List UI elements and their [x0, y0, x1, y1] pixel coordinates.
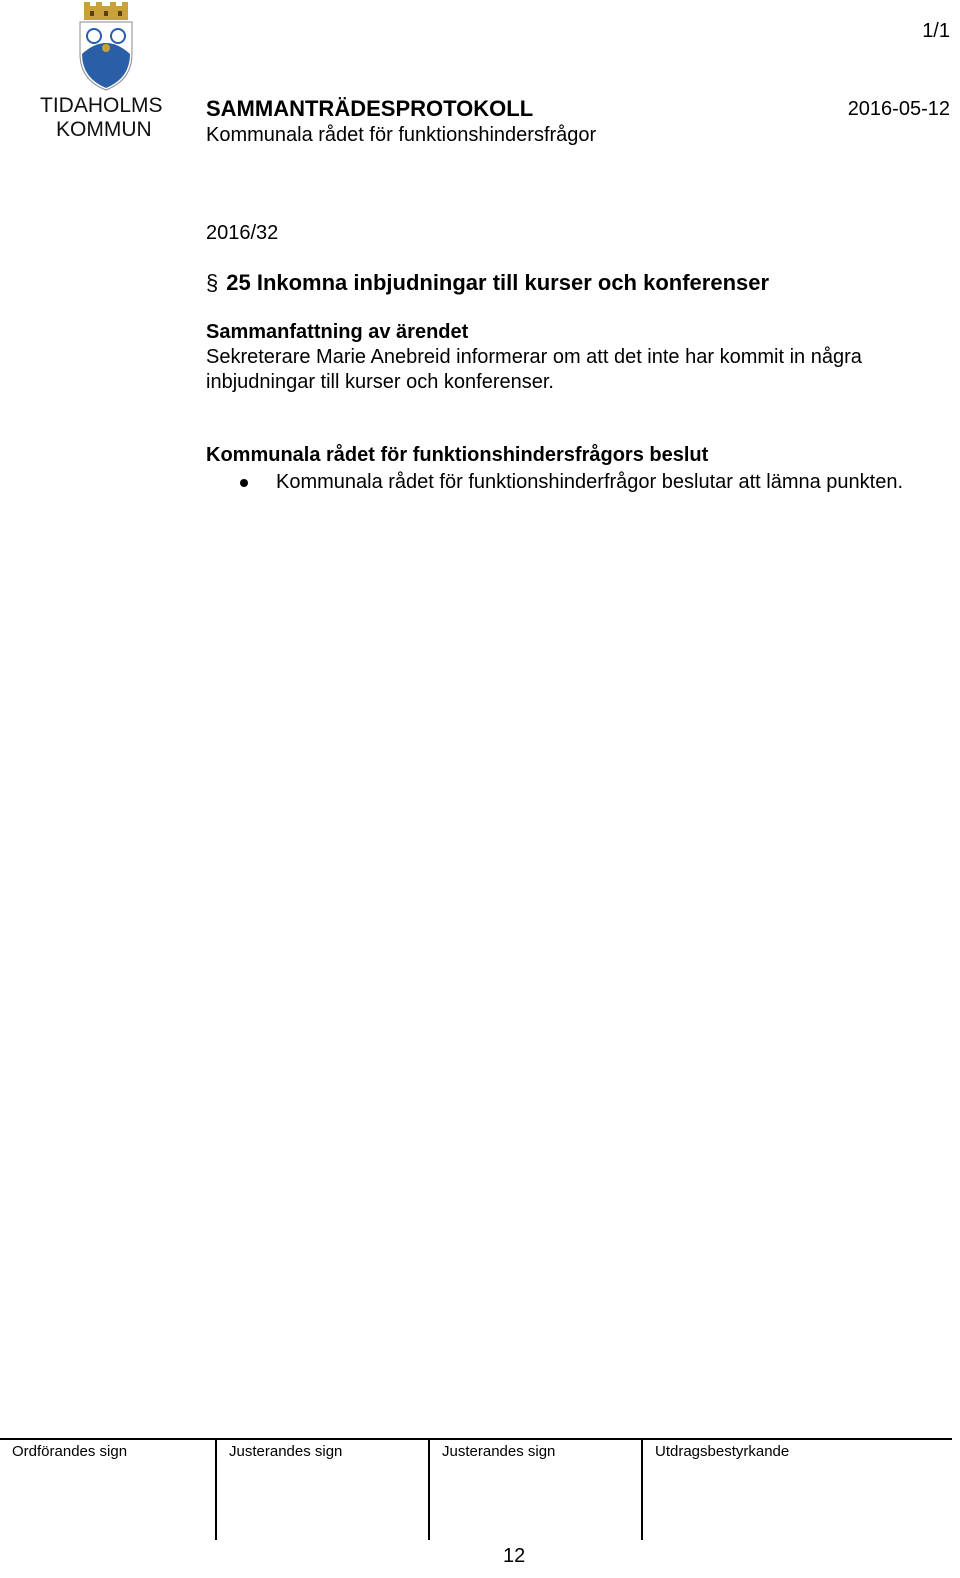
logo-text-line1: TIDAHOLMS: [40, 94, 163, 117]
section-heading-text: 25 Inkomna inbjudningar till kurser och konferenser: [226, 270, 770, 295]
document-title: SAMMANTRÄDESPROTOKOLL: [206, 96, 534, 121]
coat-of-arms-icon: [76, 2, 136, 92]
signature-adjuster-1-label: Justerandes sign: [229, 1443, 343, 1460]
section-heading: [206, 270, 769, 296]
summary-text: Sekreterare Marie Anebreid informerar om att det inte har kommit in några inbjudningar till kurser och konferenser.: [206, 346, 862, 393]
page-indicator: 1/1: [922, 20, 950, 42]
signature-adjuster-2-label: Justerandes sign: [442, 1443, 556, 1460]
bullet-icon: [240, 479, 248, 487]
signature-chair: [0, 1440, 215, 1540]
footer-page-number: 12: [503, 1545, 526, 1567]
municipality-logo: [40, 2, 180, 142]
committee-name: Kommunala rådet för funktionshindersfrågor: [206, 124, 597, 146]
decision-item-text: Kommunala rådet för funktionshinderfrågor beslutar att lämna punkten.: [276, 471, 904, 493]
meeting-date: 2016-05-12: [847, 98, 950, 120]
signature-adjuster-2: [428, 1440, 641, 1540]
case-number: 2016/32: [206, 222, 279, 244]
signature-adjuster-1: [215, 1440, 428, 1540]
signature-certifier-label: Utdragsbestyrkande: [655, 1443, 790, 1460]
signature-table: [0, 1438, 952, 1542]
signature-chair-label: Ordförandes sign: [12, 1443, 128, 1460]
decision-list: [206, 470, 956, 495]
paragraph-symbol: §: [206, 270, 219, 295]
decision-heading: Kommunala rådet för funktionshindersfrågors beslut: [206, 444, 709, 466]
signature-certifier: [641, 1440, 952, 1540]
logo-text-line2: KOMMUN: [56, 118, 152, 141]
decision-item: [206, 470, 956, 495]
summary-heading: Sammanfattning av ärendet: [206, 321, 469, 343]
